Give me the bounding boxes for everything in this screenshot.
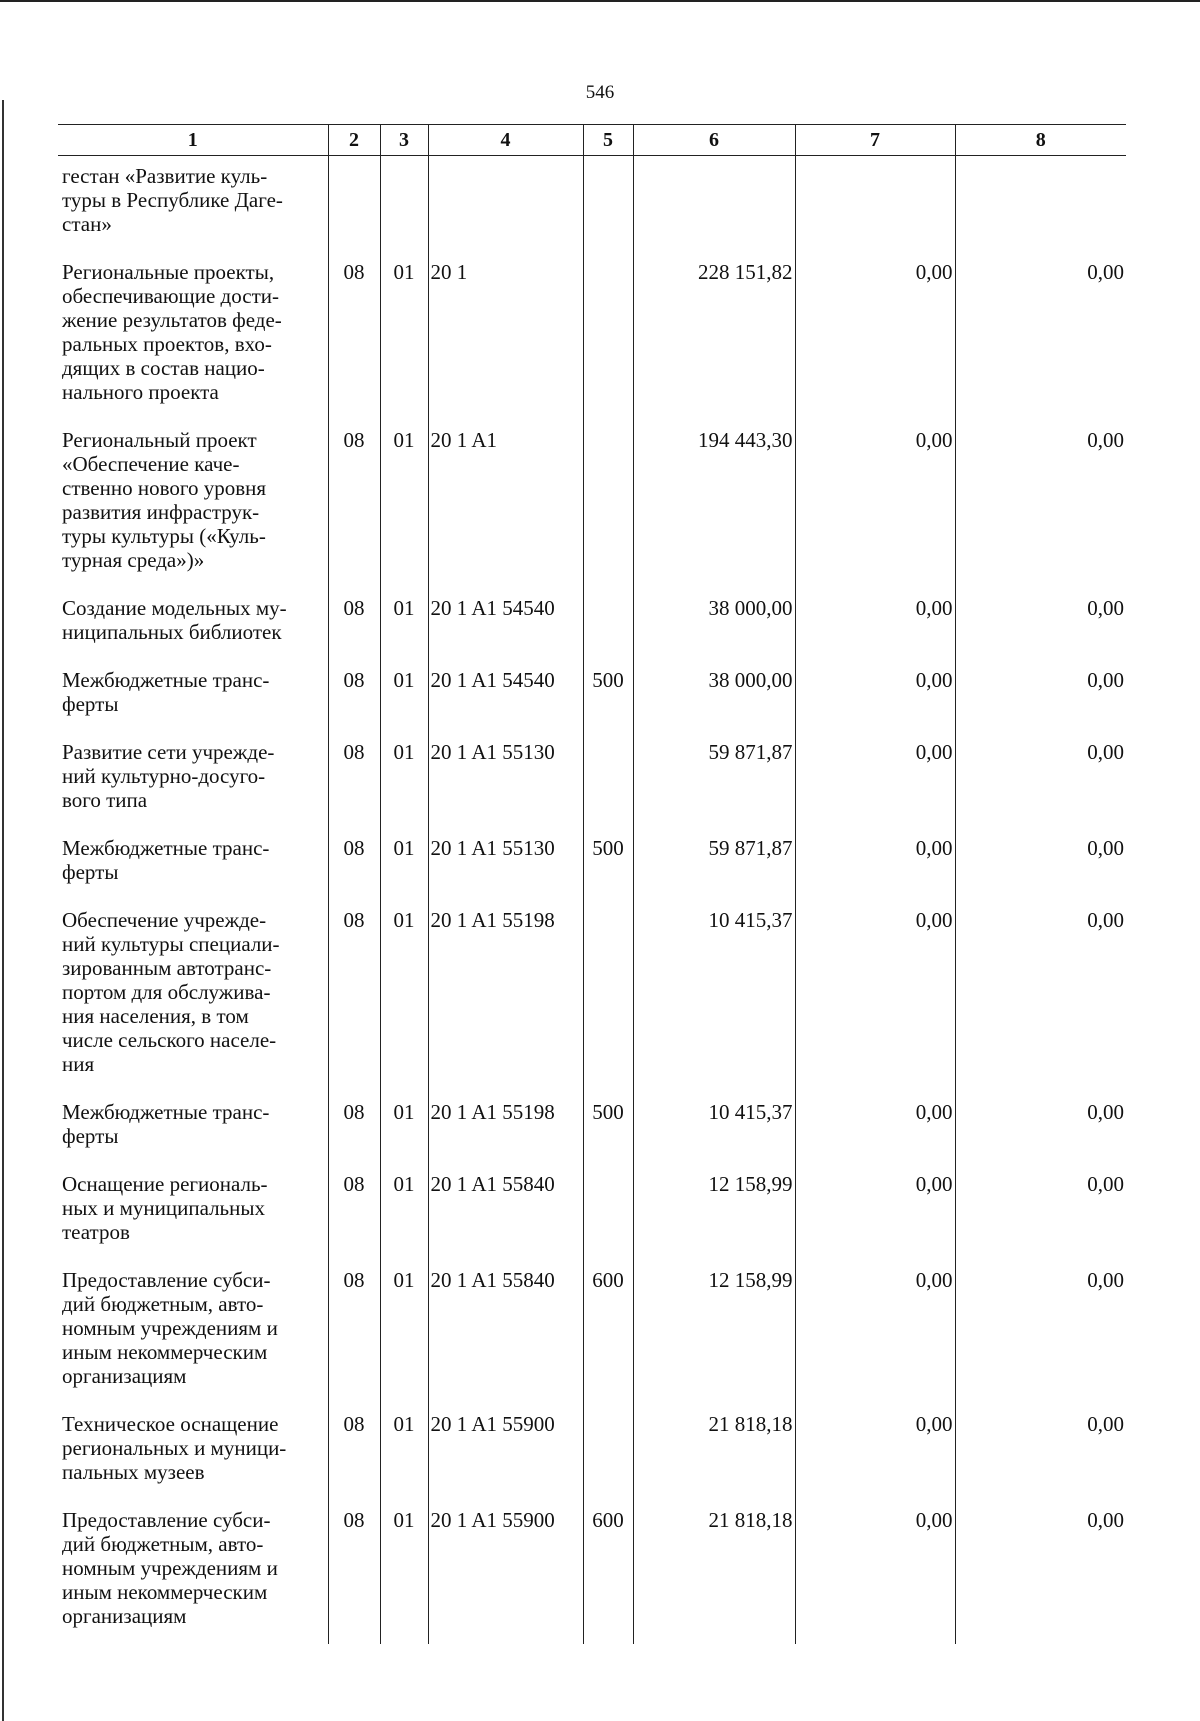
row-target-code: 20 1 A1 — [428, 420, 583, 588]
left-margin-line — [2, 100, 4, 1721]
row-target-code — [428, 156, 583, 253]
table-body — [58, 156, 1126, 1645]
top-border-line — [0, 0, 1200, 2]
row-expense-type — [583, 588, 633, 660]
row-subsection: 01 — [380, 1092, 428, 1164]
row-expense-type — [583, 900, 633, 1092]
row-amount-8: 0,00 — [955, 900, 1126, 1092]
header-col-1: 1 — [58, 125, 328, 156]
table-row — [58, 828, 1126, 900]
row-amount-6: 59 871,87 — [633, 732, 795, 828]
row-amount-6: 21 818,18 — [633, 1404, 795, 1500]
row-name: Межбюджетные транс- ферты — [62, 668, 270, 716]
row-name: Предоставление субси- дий бюджетным, авто- номным учреждениям и иным некоммерческим организациям — [62, 1508, 278, 1628]
row-section: 08 — [328, 900, 380, 1092]
row-amount-7: 0,00 — [795, 1260, 955, 1404]
row-name: Развитие сети учрежде- ний культурно-досуго- вого типа — [62, 740, 275, 812]
row-section: 08 — [328, 420, 380, 588]
header-col-4: 4 — [428, 125, 583, 156]
row-name: гестан «Развитие куль- туры в Республике Даге- стан» — [62, 164, 283, 236]
row-amount-6: 10 415,37 — [633, 1092, 795, 1164]
row-amount-8: 0,00 — [955, 1092, 1126, 1164]
row-subsection — [380, 156, 428, 253]
header-col-3: 3 — [380, 125, 428, 156]
row-expense-type: 600 — [583, 1500, 633, 1644]
row-amount-7: 0,00 — [795, 1500, 955, 1644]
row-subsection: 01 — [380, 1404, 428, 1500]
row-section: 08 — [328, 732, 380, 828]
row-expense-type — [583, 156, 633, 253]
header-col-8: 8 — [955, 125, 1126, 156]
row-subsection: 01 — [380, 660, 428, 732]
row-expense-type — [583, 1404, 633, 1500]
row-section: 08 — [328, 1092, 380, 1164]
table-row — [58, 1404, 1126, 1500]
row-subsection: 01 — [380, 588, 428, 660]
table-row — [58, 900, 1126, 1092]
header-col-2: 2 — [328, 125, 380, 156]
row-subsection: 01 — [380, 732, 428, 828]
row-section: 08 — [328, 660, 380, 732]
row-amount-7: 0,00 — [795, 1404, 955, 1500]
row-target-code: 20 1 A1 55130 — [428, 828, 583, 900]
row-amount-8: 0,00 — [955, 1404, 1126, 1500]
row-amount-8: 0,00 — [955, 1500, 1126, 1644]
row-amount-8: 0,00 — [955, 420, 1126, 588]
row-expense-type — [583, 1164, 633, 1260]
row-name: Межбюджетные транс- ферты — [62, 836, 270, 884]
table-row — [58, 1164, 1126, 1260]
row-amount-7: 0,00 — [795, 252, 955, 420]
table-row — [58, 1500, 1126, 1644]
row-amount-7 — [795, 156, 955, 253]
row-section: 08 — [328, 252, 380, 420]
row-amount-6: 21 818,18 — [633, 1500, 795, 1644]
row-amount-8: 0,00 — [955, 1164, 1126, 1260]
row-target-code: 20 1 A1 55840 — [428, 1260, 583, 1404]
header-col-7: 7 — [795, 125, 955, 156]
row-name: Региональные проекты, обеспечивающие дости- жение результатов феде- ральных проектов, вхо- дящих в состав нацио- нального проекта — [62, 260, 282, 404]
row-section: 08 — [328, 828, 380, 900]
row-amount-8 — [955, 156, 1126, 253]
row-name: Межбюджетные транс- ферты — [62, 1100, 270, 1148]
row-amount-6: 12 158,99 — [633, 1260, 795, 1404]
row-amount-8: 0,00 — [955, 252, 1126, 420]
row-name: Обеспечение учрежде- ний культуры специали- зированным автотранс- портом для обслужива- ния населения, в том числе сельского населе- ния — [62, 908, 280, 1076]
row-amount-7: 0,00 — [795, 732, 955, 828]
row-section: 08 — [328, 588, 380, 660]
row-target-code: 20 1 A1 55198 — [428, 1092, 583, 1164]
table-header-row — [58, 125, 1126, 156]
row-subsection: 01 — [380, 828, 428, 900]
row-expense-type: 500 — [583, 828, 633, 900]
row-name: Оснащение региональ- ных и муниципальных театров — [62, 1172, 268, 1244]
table-row — [58, 1092, 1126, 1164]
row-amount-6 — [633, 156, 795, 253]
table-row — [58, 588, 1126, 660]
row-expense-type — [583, 420, 633, 588]
row-amount-8: 0,00 — [955, 732, 1126, 828]
row-amount-7: 0,00 — [795, 900, 955, 1092]
row-amount-7: 0,00 — [795, 420, 955, 588]
row-expense-type: 500 — [583, 660, 633, 732]
row-amount-8: 0,00 — [955, 1260, 1126, 1404]
row-subsection: 01 — [380, 900, 428, 1092]
table-row — [58, 732, 1126, 828]
row-amount-6: 12 158,99 — [633, 1164, 795, 1260]
row-subsection: 01 — [380, 1500, 428, 1644]
table-row — [58, 252, 1126, 420]
row-expense-type — [583, 252, 633, 420]
row-expense-type — [583, 732, 633, 828]
row-amount-8: 0,00 — [955, 588, 1126, 660]
row-target-code: 20 1 A1 54540 — [428, 588, 583, 660]
row-amount-6: 10 415,37 — [633, 900, 795, 1092]
row-target-code: 20 1 A1 54540 — [428, 660, 583, 732]
page-number: 546 — [585, 82, 615, 103]
row-section: 08 — [328, 1404, 380, 1500]
row-expense-type: 600 — [583, 1260, 633, 1404]
row-subsection: 01 — [380, 420, 428, 588]
row-section: 08 — [328, 1260, 380, 1404]
row-amount-6: 194 443,30 — [633, 420, 795, 588]
row-expense-type: 500 — [583, 1092, 633, 1164]
row-amount-8: 0,00 — [955, 828, 1126, 900]
row-amount-7: 0,00 — [795, 828, 955, 900]
table-row — [58, 1260, 1126, 1404]
row-amount-6: 38 000,00 — [633, 660, 795, 732]
row-amount-6: 228 151,82 — [633, 252, 795, 420]
row-target-code: 20 1 A1 55130 — [428, 732, 583, 828]
row-target-code: 20 1 A1 55198 — [428, 900, 583, 1092]
row-target-code: 20 1 A1 55840 — [428, 1164, 583, 1260]
table-row — [58, 156, 1126, 253]
table-row — [58, 660, 1126, 732]
row-subsection: 01 — [380, 252, 428, 420]
row-amount-7: 0,00 — [795, 1092, 955, 1164]
row-subsection: 01 — [380, 1260, 428, 1404]
row-name: Региональный проект «Обеспечение каче- ственно нового уровня развития инфраструк- туры культуры («Куль- турная среда»)» — [62, 428, 267, 572]
row-section: 08 — [328, 1164, 380, 1260]
row-section — [328, 156, 380, 253]
row-name: Создание модельных му- ниципальных библиотек — [62, 596, 287, 644]
row-section: 08 — [328, 1500, 380, 1644]
budget-table — [58, 124, 1126, 1644]
row-amount-7: 0,00 — [795, 660, 955, 732]
row-amount-7: 0,00 — [795, 588, 955, 660]
row-name: Предоставление субси- дий бюджетным, авто- номным учреждениям и иным некоммерческим организациям — [62, 1268, 278, 1388]
row-name: Техническое оснащение региональных и муници- пальных музеев — [62, 1412, 287, 1484]
row-amount-6: 59 871,87 — [633, 828, 795, 900]
row-target-code: 20 1 A1 55900 — [428, 1404, 583, 1500]
table-row — [58, 420, 1126, 588]
row-amount-8: 0,00 — [955, 660, 1126, 732]
row-amount-6: 38 000,00 — [633, 588, 795, 660]
row-target-code: 20 1 — [428, 252, 583, 420]
header-col-6: 6 — [633, 125, 795, 156]
header-col-5: 5 — [583, 125, 633, 156]
row-subsection: 01 — [380, 1164, 428, 1260]
row-amount-7: 0,00 — [795, 1164, 955, 1260]
row-target-code: 20 1 A1 55900 — [428, 1500, 583, 1644]
